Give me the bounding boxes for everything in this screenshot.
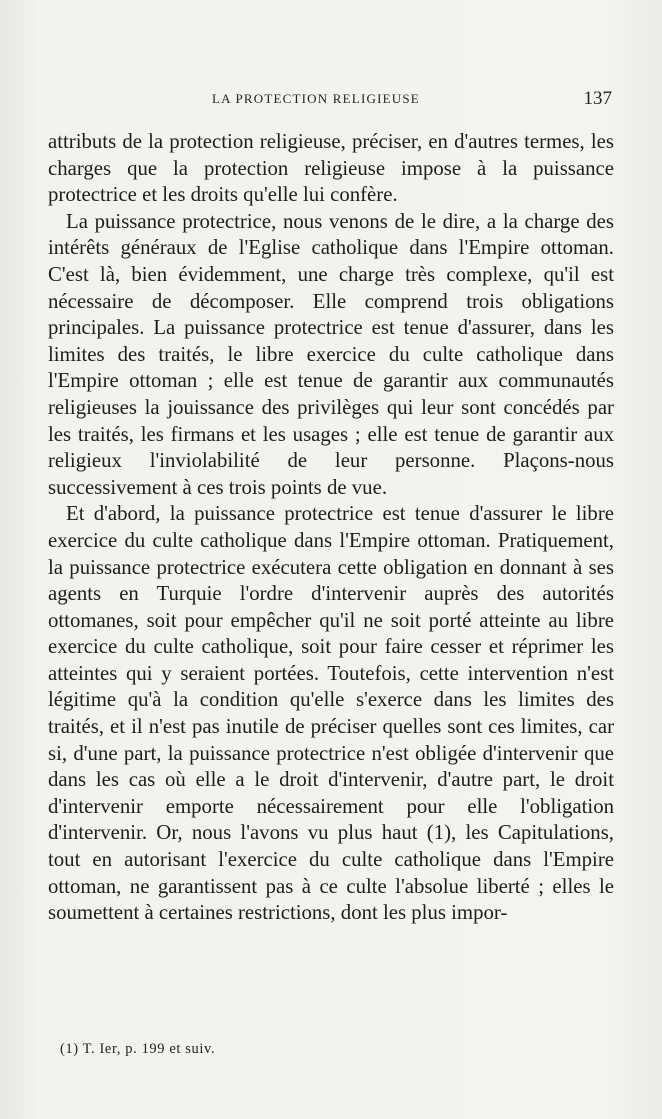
page-number: 137	[583, 88, 612, 109]
paragraph-1: attributs de la protection religieuse, préciser, en d'autres termes, les charges que la protection religieuse impose à la puissance protectrice et les droits qu'elle lui confère.	[48, 130, 614, 207]
paragraph-3: Et d'abord, la puissance protectrice est tenue d'assurer le libre exercice du culte catholique dans l'Empire ottoman. Pratiquement, la puissance protectrice exécutera cette obligation en donnant à ses agents en Turquie l'ordre d'intervenir auprès des autorités ottomanes, soit pour empêcher qu'il ne soit porté atteinte au libre exercice du culte catholique, soit pour faire cesser et réprimer les atteintes qui y seraient portées. Toutefois, cette intervention n'est légitime qu'à la condition qu'elle s'exerce dans les limites des traités, et il n'est pas inutile de préciser quelles sont ces limites, car si, d'une part, la puissance protectrice n'est obligée d'intervenir que dans les cas où elle a le droit d'intervenir, d'autre part, le droit d'intervenir emporte nécessairement pour elle l'obligation d'intervenir. Or, nous l'avons vu plus haut (1), les Capitulations, tout en autorisant l'exercice du culte catholique dans l'Empire ottoman, ne garantissent pas à ce culte l'absolue liberté ; elles le soumettent à certaines restrictions, dont les plus impor-	[48, 502, 614, 925]
running-head: LA PROTECTION RELIGIEUSE	[212, 91, 420, 106]
footnote: (1) T. Ier, p. 199 et suiv.	[60, 1041, 216, 1057]
paragraph-2: La puissance protectrice, nous venons de le dire, a la charge des intérêts généraux de l'Eglise catholique dans l'Empire ottoman. C'est là, bien évidemment, une charge très complexe, qu'il est nécessaire de décomposer. Elle comprend trois obligations principales. La puissance protectrice est tenue d'assurer, dans les limites des traités, le libre exercice du culte catholique dans l'Empire ottoman ; elle est tenue de garantir aux communautés religieuses la jouissance des privilèges qui leur sont concédés par les traités, les firmans et les usages ; elle est tenue de garantir aux religieux l'inviolabilité de leur personne. Plaçons-nous successivement à ces trois points de vue.	[48, 209, 614, 499]
page-header	[48, 88, 614, 112]
body-text	[48, 129, 614, 927]
